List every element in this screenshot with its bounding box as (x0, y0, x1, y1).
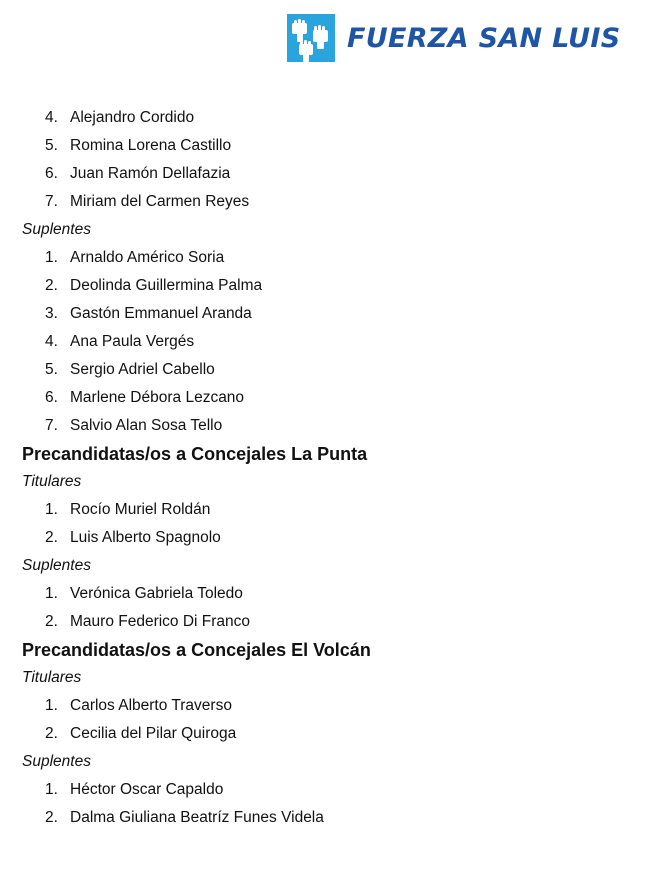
candidate-name: Cecilia del Pilar Quiroga (70, 725, 237, 742)
candidate-name: Mauro Federico Di Franco (70, 613, 251, 630)
list-item: 4. Ana Paula Vergés (0, 328, 666, 356)
candidate-name: Deolinda Guillermina Palma (70, 277, 263, 294)
list-item: 6. Juan Ramón Dellafazia (0, 160, 666, 188)
list-item: 2. Cecilia del Pilar Quiroga (0, 720, 666, 748)
candidate-name: Arnaldo Américo Soria (70, 249, 225, 266)
raised-fists-logo-icon (287, 14, 335, 62)
candidate-list-document (0, 104, 666, 832)
list-item: 7. Miriam del Carmen Reyes (0, 188, 666, 216)
list-item: 2. Mauro Federico Di Franco (0, 608, 666, 636)
list-item: 2. Deolinda Guillermina Palma (0, 272, 666, 300)
candidate-name: Gastón Emmanuel Aranda (70, 305, 252, 322)
candidate-name: Miriam del Carmen Reyes (70, 193, 250, 210)
list-item: 3. Gastón Emmanuel Aranda (0, 300, 666, 328)
list-item: 6. Marlene Débora Lezcano (0, 384, 666, 412)
candidate-name: Salvio Alan Sosa Tello (70, 417, 223, 434)
list-item: 2. Luis Alberto Spagnolo (0, 524, 666, 552)
suplentes-label: Suplentes (22, 221, 91, 238)
suplentes-label: Suplentes (22, 753, 91, 770)
list-item: 2. Dalma Giuliana Beatríz Funes Videla (0, 804, 666, 832)
list-item: 1. Carlos Alberto Traverso (0, 692, 666, 720)
list-item: 5. Sergio Adriel Cabello (0, 356, 666, 384)
list-item: 4. Alejandro Cordido (0, 104, 666, 132)
list-item: 5. Romina Lorena Castillo (0, 132, 666, 160)
candidate-name: Romina Lorena Castillo (70, 137, 232, 154)
candidate-name: Marlene Débora Lezcano (70, 389, 245, 406)
candidate-name: Dalma Giuliana Beatríz Funes Videla (70, 809, 324, 826)
list-item: 7. Salvio Alan Sosa Tello (0, 412, 666, 440)
list-item: 1. Arnaldo Américo Soria (0, 244, 666, 272)
suplentes-label: Suplentes (22, 557, 91, 574)
section-heading-el-volcan: Precandidatas/os a Concejales El Volcán (22, 640, 371, 660)
candidate-name: Ana Paula Vergés (70, 333, 195, 350)
fuerza-san-luis-logo (287, 14, 620, 62)
candidate-name: Verónica Gabriela Toledo (70, 585, 243, 602)
titulares-label: Titulares (22, 669, 82, 686)
candidate-name: Sergio Adriel Cabello (70, 361, 215, 378)
list-item: 1. Rocío Muriel Roldán (0, 496, 666, 524)
candidate-name: Héctor Oscar Capaldo (70, 781, 224, 798)
candidate-name: Alejandro Cordido (70, 109, 195, 126)
logo-wordmark: FUERZA SAN LUIS (347, 22, 621, 54)
candidate-name: Carlos Alberto Traverso (70, 697, 232, 714)
candidate-name: Rocío Muriel Roldán (70, 501, 211, 518)
list-item: 1. Héctor Oscar Capaldo (0, 776, 666, 804)
candidate-name: Luis Alberto Spagnolo (70, 529, 221, 546)
titulares-label: Titulares (22, 473, 82, 490)
candidate-name: Juan Ramón Dellafazia (70, 165, 231, 182)
list-item: 1. Verónica Gabriela Toledo (0, 580, 666, 608)
section-heading-la-punta: Precandidatas/os a Concejales La Punta (22, 444, 368, 464)
